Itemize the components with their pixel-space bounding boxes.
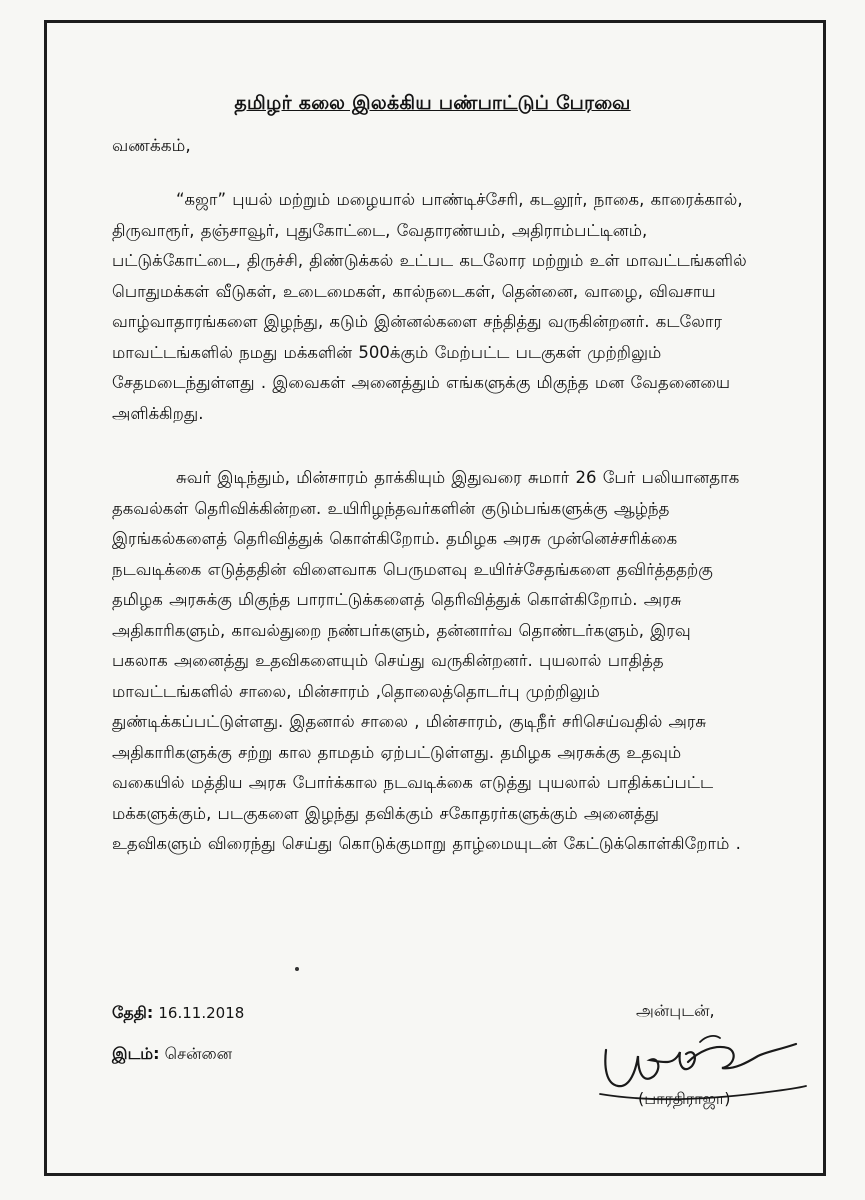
- organization-title: தமிழர் கலை இலக்கிய பண்பாட்டுப் பேரவை: [234, 92, 631, 114]
- paragraph-1: [112, 185, 752, 429]
- ink-speck: [295, 967, 299, 971]
- paragraph-2: [112, 463, 752, 860]
- place-row: [112, 1044, 232, 1065]
- paragraph-1-text: “கஜா” புயல் மற்றும் மழையால் பாண்டிச்சேரி, கடலூர், நாகை, காரைக்கால், திருவாரூர், தஞ்சாவூர், புதுகோட்டை, வேதாரண்யம், அதிராம்பட்டினம், பட்டுக்கோட்டை, திருச்சி, திண்டுக்கல் உட்பட கடலோர மற்றும் உள் மாவட்டங்களில் பொதுமக்கள் வீடுகள், உடைமைகள், கால்நடைகள், தென்னை, வாழை, விவசாய வாழ்வாதாரங்களை இழந்து, கடும் இன்னல்களை சந்தித்து வருகின்றனர். கடலோர மாவட்டங்களில் நமது மக்களின் 500க்கும் மேற்பட்ட படகுகள் முற்றிலும் சேதமடைந்துள்ளது . இவைகள் அனைத்தும் எங்களுக்கு மிகுந்த மன வேதனையை அளிக்கிறது.: [112, 190, 747, 423]
- place-label: இடம்:: [112, 1044, 160, 1063]
- paragraph-2-text: சுவர் இடிந்தும், மின்சாரம் தாக்கியும் இதுவரை சுமார் 26 பேர் பலியானதாக தகவல்கள் தெரிவிக்கின்றன. உயிரிழந்தவர்களின் குடும்பங்களுக்கு ஆழ்ந்த இரங்கல்களைத் தெரிவித்துக் கொள்கிறோம். தமிழக அரசு முன்னெச்சரிக்கை நடவடிக்கை எடுத்ததின் விளைவாக பெருமளவு உயிர்ச்சேதங்களை தவிர்த்ததற்கு தமிழக அரசுக்கு மிகுந்த பாராட்டுக்களைத் தெரிவித்துக் கொள்கிறோம். அரசு அதிகாரிகளும், காவல்துறை நண்பர்களும், தன்னார்வ தொண்டர்களும், இரவு பகலாக அனைத்து உதவிகளையும் செய்து வருகின்றனர். புயலால் பாதித்த மாவட்டங்களில் சாலை, மின்சாரம் ,தொலைத்தொடர்பு முற்றிலும் துண்டிக்கப்பட்டுள்ளது. இதனால் சாலை , மின்சாரம், குடிநீர் சரிசெய்வதில் அரசு அதிகாரிகளுக்கு சற்று கால தாமதம் ஏற்பட்டுள்ளது. தமிழக அரசுக்கு உதவும் வகையில் மத்திய அரசு போர்க்கால நடவடிக்கை எடுத்து புயலால் பாதிக்கப்பட்ட மக்களுக்கும், படகுகளை இழந்து தவிக்கும் சகோதரர்களுக்கும் அனைத்து உதவிகளும் விரைந்து செய்து கொடுக்குமாறு தாழ்மையுடன் கேட்டுக்கொள்கிறோம் .: [112, 468, 741, 853]
- closing: அன்புடன்,: [636, 1001, 715, 1020]
- date-value: 16.11.2018: [158, 1004, 245, 1022]
- place-value: சென்னை: [164, 1044, 233, 1063]
- date-row: [112, 1003, 244, 1024]
- date-label: தேதி:: [112, 1003, 154, 1022]
- signer-name: (பாரதிராஜா): [638, 1089, 731, 1108]
- greeting: வணக்கம்,: [112, 136, 191, 156]
